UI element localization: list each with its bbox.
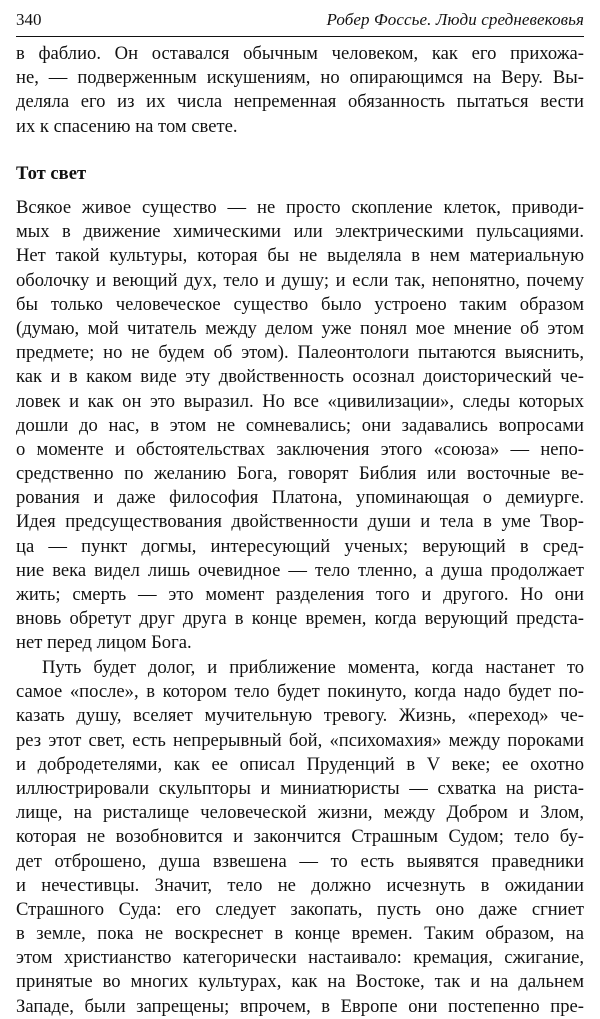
text-line: нет перед лицом Бога. bbox=[16, 632, 192, 654]
text-line: оболочку и веющий дух, тело и душу; и если так, непонятно, почему bbox=[16, 269, 584, 291]
text-line: лище, на ристалище человеческой жизни, между Добром и Злом, bbox=[16, 802, 584, 824]
text-line: вновь обретут друг друга в конце времен, когда верующий предста- bbox=[16, 608, 584, 630]
text-line: иллюстрировали скульпторы и миниатюристы — схватка на риста- bbox=[16, 777, 584, 799]
text-line: средственно по желанию Бога, говорят Библия или восточные ве- bbox=[16, 463, 584, 485]
text-line: и нечестивцы. Значит, тело не должно исчезнуть в ожидании bbox=[16, 874, 584, 896]
book-page bbox=[16, 0, 584, 1018]
text-line: Страшного Суда: его следует закопать, пусть оно даже сгниет bbox=[16, 898, 584, 920]
text-line: Путь будет долог, и приближение момента, когда настанет то bbox=[42, 657, 584, 678]
page-number: 340 bbox=[16, 10, 42, 29]
text-line: Идея предсуществования двойственности души и тела в уме Твор- bbox=[16, 511, 584, 533]
text-line: самое «после», в котором тело будет покинуто, когда надо будет по- bbox=[16, 681, 584, 703]
text-line: как и в каком виде эту двойственность осознал доисторический че- bbox=[16, 366, 584, 388]
text-line: и добродетелями, как ее описал Пруденций в V веке; ее охотно bbox=[16, 753, 584, 775]
text-line: рез этот свет, есть непрерывный бой, «психомахия» между пороками bbox=[16, 729, 584, 751]
section-heading: Тот свет bbox=[16, 163, 87, 184]
text-line: бы только человеческое существо было устроено таким образом bbox=[16, 293, 584, 315]
text-line: которая не возобновится и закончится Страшным Судом; тело бу- bbox=[16, 826, 584, 848]
text-line: жить; смерть — это момент разделения того и другого. Но они bbox=[16, 584, 584, 605]
text-line: рования и даже философия Платона, упоминающая о демиурге. bbox=[16, 487, 584, 509]
intro-paragraph bbox=[16, 42, 584, 139]
text-line: в земле, пока не воскреснет в конце времен. Таким образом, на bbox=[16, 923, 584, 945]
text-line: Западе, были запрещены; впрочем, в Европе они постепенно пре- bbox=[16, 995, 584, 1017]
text-line: не, — подверженным искушениям, но опирающимся на Веру. Вы- bbox=[16, 67, 584, 89]
text-line: дошли до нас, в этом не сомневались; они задавались вопросами bbox=[16, 414, 584, 436]
header-rule bbox=[16, 36, 584, 37]
text-line: мых в движение химическими или электрическими пульсациями. bbox=[16, 221, 584, 243]
text-line: принятые во многих культурах, как на Востоке, так и на дальнем bbox=[16, 971, 584, 993]
paragraph-1 bbox=[16, 196, 584, 656]
text-line: в фаблио. Он оставался обычным человеком, как его прихожа- bbox=[16, 43, 584, 64]
paragraph-2 bbox=[16, 656, 584, 1019]
running-title: Робер Фоссье. Люди средневековья bbox=[326, 10, 584, 29]
text-line: этом христианство категорически настаивало: кремация, сжигание, bbox=[16, 947, 584, 969]
text-line: предмете; но не будем об этом). Палеонтологи пытаются выяснить, bbox=[16, 342, 584, 364]
text-line: (думаю, мой читатель между делом уже понял мое мнение об этом bbox=[16, 317, 584, 339]
text-line: Всякое живое существо — не просто скопление клеток, приводи- bbox=[16, 197, 584, 218]
text-line: ние века видел лишь очевидное — тело тленно, а душа продолжает bbox=[16, 559, 584, 581]
text-line: ловек и как он это выразил. Но все «цивилизации», следы которых bbox=[16, 390, 584, 412]
text-line: дет отброшено, душа взвешена — то есть выявятся праведники bbox=[16, 850, 584, 872]
running-header bbox=[16, 8, 584, 32]
text-line: Нет такой культуры, которая бы не выделяла в нем материальную bbox=[16, 245, 584, 267]
text-line: их к спасению на том свете. bbox=[16, 115, 238, 137]
text-line: ца — пункт догмы, интересующий ученых; верующий в сред- bbox=[16, 535, 584, 557]
text-line: деляла его из их числа непременная обязанность пытаться вести bbox=[16, 91, 584, 113]
text-line: казать душу, вселяет мучительную тревогу. Жизнь, «переход» че- bbox=[16, 705, 584, 727]
text-line: о моменте и обстоятельствах заключения этого «союза» — непо- bbox=[16, 438, 584, 460]
